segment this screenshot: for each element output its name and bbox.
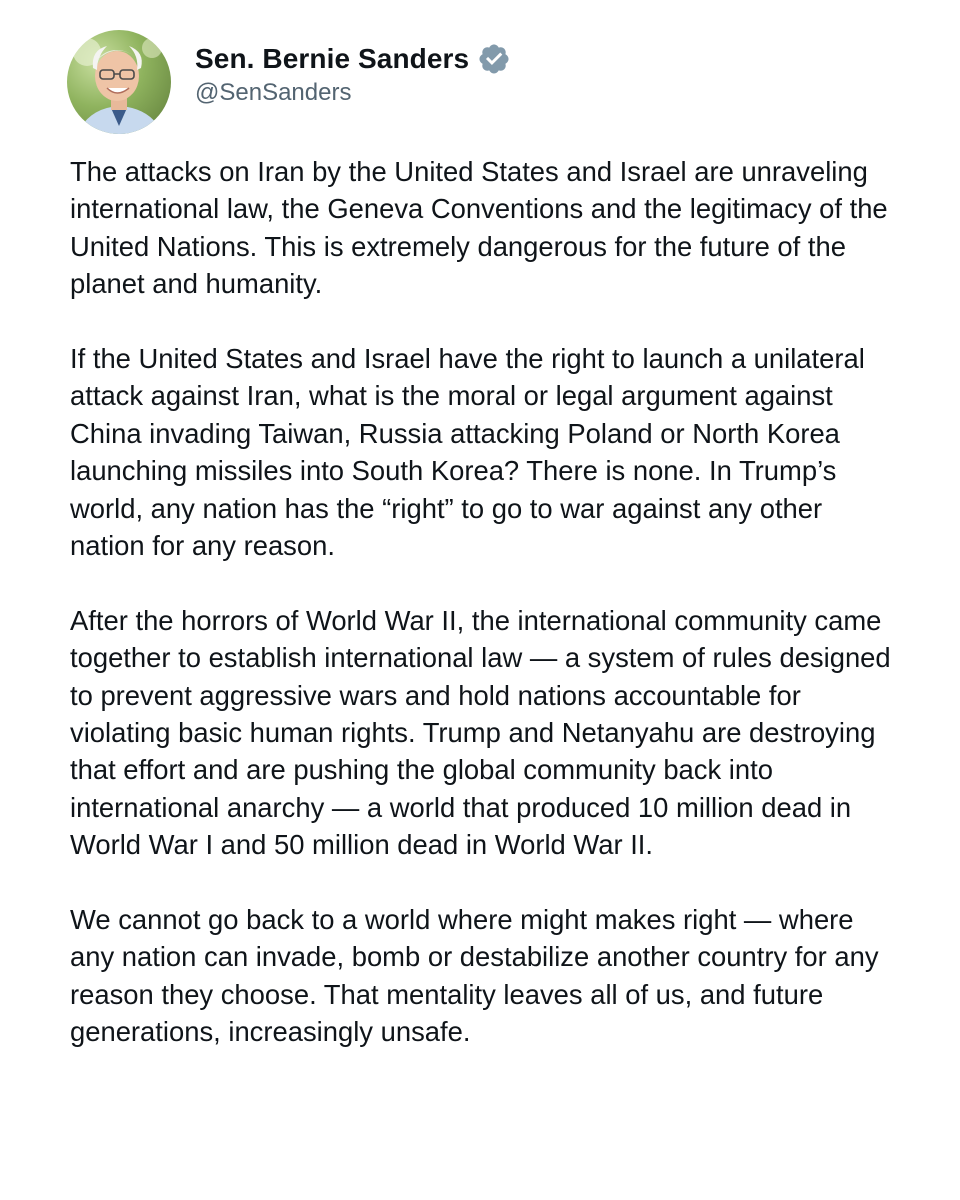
post-paragraph: If the United States and Israel have the right to launch a unilateral attack against Iran, what is the moral or legal argument against China invading Taiwan, Russia attacking Poland or North Korea launching missiles into South Korea? There is none. In Trump’s world, any nation has the “right” to go to war against any other nation for any reason. (70, 343, 865, 562)
author-name-row (195, 42, 511, 76)
post-body (70, 153, 900, 1088)
author-handle[interactable]: @SenSanders (195, 79, 352, 106)
post-paragraph: We cannot go back to a world where might makes right — where any nation can invade, bomb or destabilize another country for any reason they choose. That mentality leaves all of us, and future generations, increasingly unsafe. (70, 904, 879, 1048)
avatar-photo (67, 30, 171, 134)
post-header (67, 30, 511, 134)
avatar[interactable] (67, 30, 171, 134)
post-paragraph: The attacks on Iran by the United States and Israel are unraveling international law, the Geneva Conventions and the legitimacy of the United Nations. This is extremely dangerous for the future of the planet and humanity. (70, 156, 888, 300)
post-paragraph: After the horrors of World War II, the international community came together to establish international law — a system of rules designed to prevent aggressive wars and hold nations accountable for violating basic human rights. Trump and Netanyahu are destroying that effort and are pushing the global community back into international anarchy — a world that produced 10 million dead in World War I and 50 million dead in World War II. (70, 604, 891, 861)
author-name[interactable]: Sen. Bernie Sanders (195, 43, 470, 74)
verified-badge-icon (477, 42, 511, 76)
author-identity (195, 42, 511, 108)
